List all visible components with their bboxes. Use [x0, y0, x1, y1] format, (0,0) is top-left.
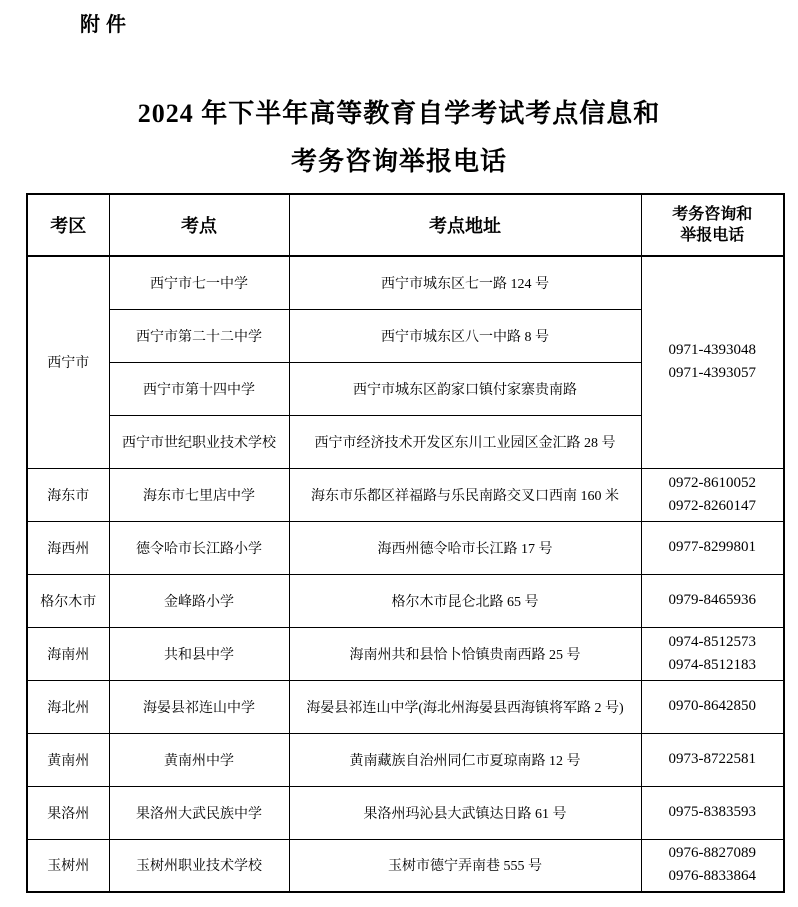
header-region: 考区 — [27, 194, 109, 256]
table-row — [27, 680, 784, 733]
table-row — [27, 256, 784, 309]
phone-number: 0977-8299801 — [668, 539, 756, 555]
table-row — [27, 521, 784, 574]
region-cell: 果洛州 — [27, 786, 109, 839]
site-cell: 共和县中学 — [109, 627, 289, 680]
phone-cell — [641, 574, 784, 627]
site-cell: 西宁市第二十二中学 — [109, 309, 289, 362]
table-row — [27, 733, 784, 786]
header-phone — [641, 194, 784, 256]
address-cell: 海西州德令哈市长江路 17 号 — [289, 521, 641, 574]
phone-cell — [641, 627, 784, 680]
address-cell: 海晏县祁连山中学(海北州海晏县西海镇将军路 2 号) — [289, 680, 641, 733]
address-cell: 西宁市城东区八一中路 8 号 — [289, 309, 641, 362]
site-cell: 西宁市七一中学 — [109, 256, 289, 309]
address-cell: 海南州共和县恰卜恰镇贵南西路 25 号 — [289, 627, 641, 680]
phone-number: 0971-4393048 — [668, 342, 756, 359]
phone-cell — [641, 839, 784, 892]
region-cell: 海西州 — [27, 521, 109, 574]
phone-number: 0979-8465936 — [668, 592, 756, 608]
region-cell: 西宁市 — [27, 256, 109, 468]
address-cell: 黄南藏族自治州同仁市夏琼南路 12 号 — [289, 733, 641, 786]
attachment-label: 附件 — [80, 14, 132, 36]
phone-number: 0974-8512573 — [668, 633, 756, 650]
region-cell: 海北州 — [27, 680, 109, 733]
region-cell: 格尔木市 — [27, 574, 109, 627]
site-cell: 海晏县祁连山中学 — [109, 680, 289, 733]
document-title — [0, 90, 798, 186]
table-row — [27, 839, 784, 892]
phone-cell — [641, 468, 784, 521]
phone-cell — [641, 786, 784, 839]
phone-cell — [641, 680, 784, 733]
phone-number: 0976-8827089 — [668, 845, 756, 862]
region-cell: 玉树州 — [27, 839, 109, 892]
address-cell: 果洛州玛沁县大武镇达日路 61 号 — [289, 786, 641, 839]
site-cell: 德令哈市长江路小学 — [109, 521, 289, 574]
site-cell: 金峰路小学 — [109, 574, 289, 627]
header-phone-line1: 考务咨询和 — [672, 206, 753, 223]
phone-number: 0973-8722581 — [668, 751, 756, 767]
site-cell: 西宁市第十四中学 — [109, 362, 289, 415]
region-cell: 海东市 — [27, 468, 109, 521]
phone-number: 0970-8642850 — [668, 698, 756, 714]
site-cell: 西宁市世纪职业技术学校 — [109, 415, 289, 468]
region-cell: 黄南州 — [27, 733, 109, 786]
address-cell: 格尔木市昆仑北路 65 号 — [289, 574, 641, 627]
address-cell: 玉树市德宁弄南巷 555 号 — [289, 839, 641, 892]
site-cell: 海东市七里店中学 — [109, 468, 289, 521]
phone-number: 0974-8512183 — [668, 656, 756, 673]
header-address: 考点地址 — [289, 194, 641, 256]
site-cell: 玉树州职业技术学校 — [109, 839, 289, 892]
table-row — [27, 574, 784, 627]
phone-cell — [641, 256, 784, 468]
table-row — [27, 786, 784, 839]
table-row — [27, 468, 784, 521]
document-title-line1: 2024 年下半年高等教育自学考试考点信息和 — [137, 99, 661, 128]
address-cell: 西宁市经济技术开发区东川工业园区金汇路 28 号 — [289, 415, 641, 468]
phone-number: 0972-8260147 — [668, 497, 756, 514]
header-site: 考点 — [109, 194, 289, 256]
phone-number: 0971-4393057 — [668, 365, 756, 382]
table-header-row — [27, 194, 784, 256]
phone-cell — [641, 733, 784, 786]
address-cell: 海东市乐都区祥福路与乐民南路交叉口西南 160 米 — [289, 468, 641, 521]
exam-sites-table — [26, 193, 785, 893]
phone-cell — [641, 521, 784, 574]
header-phone-line2: 举报电话 — [680, 227, 745, 244]
site-cell: 黄南州中学 — [109, 733, 289, 786]
phone-number: 0972-8610052 — [668, 474, 756, 491]
site-cell: 果洛州大武民族中学 — [109, 786, 289, 839]
address-cell: 西宁市城东区七一路 124 号 — [289, 256, 641, 309]
region-cell: 海南州 — [27, 627, 109, 680]
address-cell: 西宁市城东区韵家口镇付家寨贵南路 — [289, 362, 641, 415]
table-row — [27, 627, 784, 680]
phone-number: 0976-8833864 — [668, 868, 756, 885]
phone-number: 0975-8383593 — [668, 804, 756, 820]
document-title-line2: 考务咨询举报电话 — [290, 147, 507, 176]
